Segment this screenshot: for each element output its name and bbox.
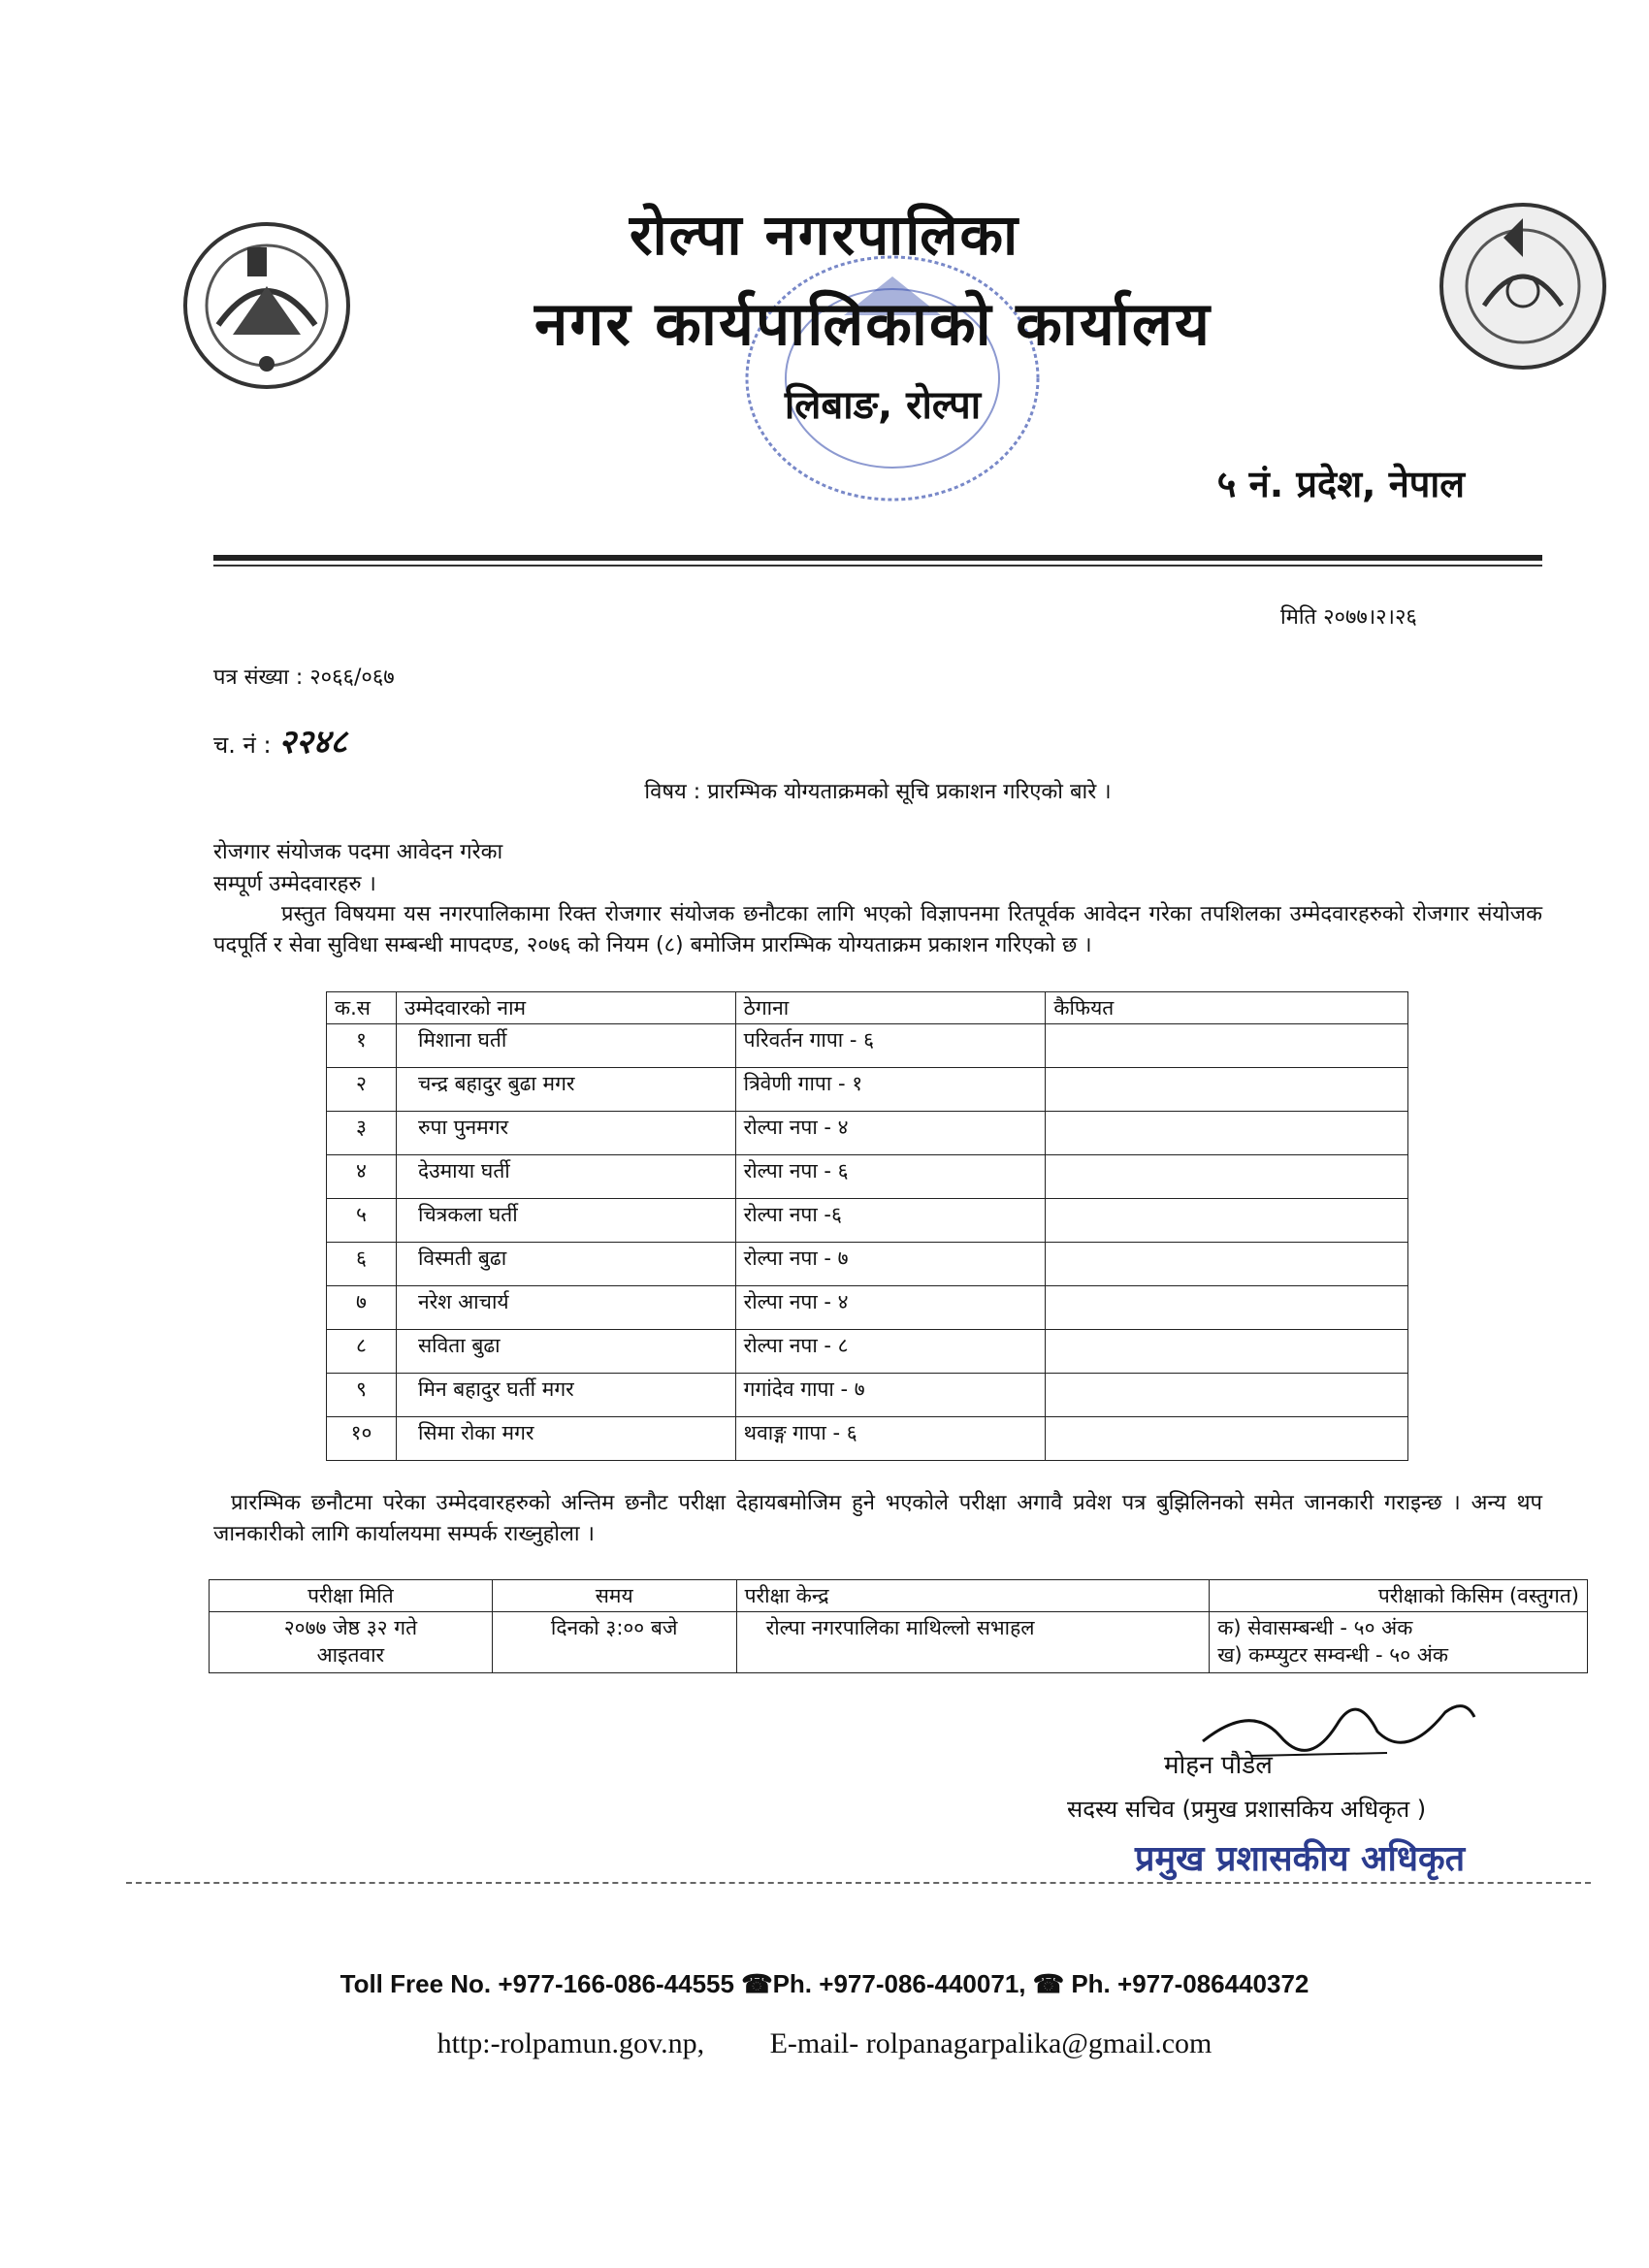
cell-serial: ९ [327, 1374, 397, 1417]
province-country: ५ नं. प्रदेश, नेपाल [1216, 463, 1465, 505]
candidate-table-body [327, 1024, 1408, 1461]
dispatch-number-value: २२४८ [278, 723, 347, 761]
exam-day: आइतवार [316, 1643, 385, 1667]
cell-name: चन्द्र बहादुर बुढा मगर [396, 1068, 735, 1112]
cell-address: गगांदेव गापा - ७ [735, 1374, 1046, 1417]
column-header-serial: क.स [327, 992, 397, 1024]
cell-name: सविता बुढा [396, 1330, 735, 1374]
cell-address: रोल्पा नपा - ४ [735, 1112, 1046, 1155]
office-name: नगर कार्यपालिकाको कार्यालय [534, 288, 1212, 359]
column-header-exam-center: परीक्षा केन्द्र [736, 1580, 1210, 1612]
cell-address: रोल्पा नपा - ४ [735, 1286, 1046, 1330]
cell-name: मिन बहादुर घर्ती मगर [396, 1374, 735, 1417]
table-row [327, 1199, 1408, 1243]
header-rule-thin [213, 565, 1542, 567]
cell-serial: ६ [327, 1243, 397, 1286]
letter-body: प्रस्तुत विषयमा यस नगरपालिकामा रिक्त रोजगार संयोजक छनौटका लागि भएको विज्ञापनमा रितपूर्वक आवेदन गरेका तपशिलका उम्मेदवारहरुको रोजगार संयोजक पदपूर्ति र सेवा सुविधा सम्बन्धी मापदण्ड, २०७६ को नियम (८) बमोजिम प्रारम्भिक योग्यताक्रम प्रकाशन गरिएको छ । [213, 902, 1542, 957]
dispatch-number [213, 718, 347, 762]
municipality-name: रोल्पा नगरपालिका [629, 202, 1020, 268]
cell-serial: ७ [327, 1286, 397, 1330]
cell-address: परिवर्तन गापा - ६ [735, 1024, 1046, 1068]
cell-serial: ३ [327, 1112, 397, 1155]
exam-notice-paragraph: प्रारम्भिक छनौटमा परेका उम्मेदवारहरुको अन्तिम छनौट परीक्षा देहायबमोजिम हुने भएकोले परीक्षा अगावै प्रवेश पत्र बुझिलिनको समेत जानकारी गराइन्छ । अन्य थप जानकारीको लागि कार्यालयमा सम्पर्क राख्नुहोला । [213, 1491, 1542, 1546]
exam-row [210, 1612, 1588, 1673]
cell-serial: २ [327, 1068, 397, 1112]
candidate-table-header [327, 992, 1408, 1024]
table-row [327, 1068, 1408, 1112]
cell-address: रोल्पा नपा - ७ [735, 1243, 1046, 1286]
cell-name: मिशाना घर्ती [396, 1024, 735, 1068]
cell-address: रोल्पा नपा - ६ [735, 1155, 1046, 1199]
footer-divider [126, 1882, 1591, 1884]
municipality-logo-right [1436, 199, 1610, 373]
signatory-name: मोहन पौडेल [1164, 1751, 1273, 1780]
exam-type-1: क) सेवासम्बन्धी - ५० अंक [1217, 1616, 1413, 1639]
cell-address: रोल्पा नपा - ८ [735, 1330, 1046, 1374]
exam-time: दिनको ३:०० बजे [492, 1612, 736, 1673]
column-header-remarks: कैफियत [1046, 992, 1408, 1024]
exam-table-header [210, 1580, 1588, 1612]
column-header-exam-date: परीक्षा मिति [210, 1580, 493, 1612]
cell-remarks [1046, 1155, 1408, 1199]
signatory-title: सदस्य सचिव (प्रमुख प्रशासकिय अधिकृत ) [1067, 1796, 1427, 1823]
cell-name: रुपा पुनमगर [396, 1112, 735, 1155]
exam-type-2: ख) कम्प्युटर सम्वन्धी - ५० अंक [1217, 1643, 1448, 1667]
cell-remarks [1046, 1243, 1408, 1286]
cell-remarks [1046, 1024, 1408, 1068]
nepal-government-emblem-left [179, 218, 354, 393]
exam-type-cell [1210, 1612, 1588, 1673]
cell-serial: १ [327, 1024, 397, 1068]
candidate-table [326, 991, 1408, 1461]
cell-serial: ५ [327, 1199, 397, 1243]
cell-remarks [1046, 1417, 1408, 1461]
column-header-exam-type: परीक्षाको किसिम (वस्तुगत) [1210, 1580, 1588, 1612]
table-row [327, 1330, 1408, 1374]
exam-date-cell [210, 1612, 493, 1673]
table-row [327, 1155, 1408, 1199]
header-rule [213, 555, 1542, 561]
table-row [327, 1112, 1408, 1155]
letter-date: मिति २०७७।२।२६ [1280, 605, 1417, 630]
footer-website: http:-rolpamun.gov.np, [436, 2027, 705, 2059]
exam-date: २०७७ जेष्ठ ३२ गते [283, 1616, 418, 1639]
cell-serial: ८ [327, 1330, 397, 1374]
addressee-line-2: सम्पूर्ण उम्मेदवारहरु । [213, 872, 376, 896]
cell-name: विस्मती बुढा [396, 1243, 735, 1286]
footer-email: E-mail- rolpanagarpalika@gmail.com [769, 2027, 1212, 2059]
cell-remarks [1046, 1374, 1408, 1417]
table-row [327, 1286, 1408, 1330]
exam-schedule-table [209, 1579, 1588, 1673]
table-row [327, 1243, 1408, 1286]
footer-contact [0, 2027, 1649, 2060]
officer-stamp: प्रमुख प्रशासकीय अधिकृत [1135, 1839, 1466, 1879]
table-row [327, 1024, 1408, 1068]
letter-subject: विषय : प्रारम्भिक योग्यताक्रमको सूचि प्रकाशन गरिएको बारे । [644, 780, 1112, 804]
dispatch-number-label: च. नं : [213, 731, 272, 759]
cell-name: नरेश आचार्य [396, 1286, 735, 1330]
cell-remarks [1046, 1112, 1408, 1155]
letter-reference-number: पत्र संख्या : २०६६/०६७ [213, 665, 395, 690]
cell-name: चित्रकला घर्ती [396, 1199, 735, 1243]
column-header-name: उम्मेदवारको नाम [396, 992, 735, 1024]
cell-remarks [1046, 1286, 1408, 1330]
office-location: लिबाङ, रोल्पा [784, 383, 982, 428]
column-header-address: ठेगाना [735, 992, 1046, 1024]
cell-name: देउमाया घर्ती [396, 1155, 735, 1199]
cell-address: थवाङ्ग गापा - ६ [735, 1417, 1046, 1461]
cell-address: रोल्पा नपा -६ [735, 1199, 1046, 1243]
footer-phone-numbers: Toll Free No. +977-166-086-44555 ☎Ph. +977-086-440071, ☎ Ph. +977-086440372 [340, 1969, 1310, 1998]
column-header-time: समय [492, 1580, 736, 1612]
cell-remarks [1046, 1330, 1408, 1374]
cell-remarks [1046, 1199, 1408, 1243]
cell-serial: १० [327, 1417, 397, 1461]
addressee-line-1: रोजगार संयोजक पदमा आवेदन गरेका [213, 840, 503, 864]
cell-remarks [1046, 1068, 1408, 1112]
cell-serial: ४ [327, 1155, 397, 1199]
exam-center: रोल्पा नगरपालिका माथिल्लो सभाहल [736, 1612, 1210, 1673]
table-row [327, 1374, 1408, 1417]
cell-address: त्रिवेणी गापा - १ [735, 1068, 1046, 1112]
table-row [327, 1417, 1408, 1461]
cell-name: सिमा रोका मगर [396, 1417, 735, 1461]
